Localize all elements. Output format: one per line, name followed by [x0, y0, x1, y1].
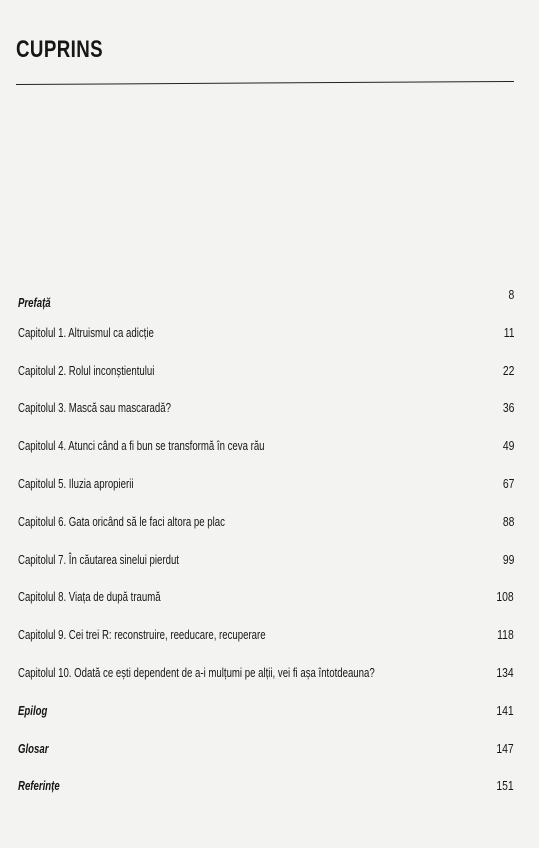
toc-entry-page-number: 11 [503, 324, 514, 340]
toc-entry [18, 512, 518, 532]
toc-entry [18, 625, 518, 645]
page-title: CUPRINS [16, 36, 103, 63]
toc-entry-page-number: 118 [497, 627, 514, 643]
toc-entry [18, 474, 518, 494]
toc-entry [18, 739, 518, 759]
toc-entry-title: Referințe [18, 778, 60, 794]
toc-entry-page-number: 67 [502, 476, 514, 491]
toc-entry [18, 701, 518, 721]
toc-entry [18, 776, 518, 796]
toc-entry-page-number: 22 [502, 362, 514, 378]
toc-entry [18, 285, 518, 310]
toc-entry-page-number: 147 [496, 740, 514, 756]
toc-entry-page-number: 141 [496, 702, 514, 718]
toc-entry-page-number: 8 [508, 287, 514, 302]
toc-entry-title: Capitolul 2. Rolul inconștientului [18, 362, 155, 378]
toc-entry-title: Capitolul 1. Altruismul ca adicție [18, 324, 154, 340]
toc-entry-title: Capitolul 8. Viața de după traumă [18, 589, 161, 605]
toc-entry-title: Capitolul 10. Odată ce ești dependent de a-i mulțumi pe alții, vei fi așa întotdeauna? [18, 665, 375, 680]
toc-entry [18, 436, 518, 456]
toc-entry-title: Prefață [18, 295, 51, 310]
toc-entry-page-number: 99 [502, 551, 514, 567]
toc-entry [18, 323, 518, 343]
toc-entry-page-number: 49 [502, 438, 514, 454]
toc-entry-title: Capitolul 4. Atunci când a fi bun se transformă în ceva rău [18, 438, 265, 454]
toc-entry-title: Capitolul 6. Gata oricând să le faci altora pe plac [18, 513, 225, 529]
toc-entry-page-number: 88 [502, 513, 514, 529]
toc-entry-title: Glosar [18, 740, 49, 756]
toc-entry-title: Epilog [18, 702, 48, 718]
toc-entry-page-number: 151 [496, 778, 514, 794]
toc-entry-page-number: 134 [496, 665, 514, 680]
toc-entry [18, 398, 518, 418]
toc-entry [18, 361, 518, 381]
toc-entry-page-number: 36 [502, 400, 514, 416]
toc-entry [18, 587, 518, 607]
toc-entry-title: Capitolul 5. Iluzia apropierii [18, 476, 134, 491]
toc-entry-page-number: 108 [496, 589, 514, 605]
toc-entry-title: Capitolul 3. Mască sau mascaradă? [18, 400, 171, 416]
toc-entry-title: Capitolul 7. În căutarea sinelui pierdut [18, 551, 179, 567]
toc-entry-title: Capitolul 9. Cei trei R: reconstruire, reeducare, recuperare [18, 627, 266, 643]
toc-entry [18, 663, 518, 683]
toc-entry [18, 550, 518, 570]
